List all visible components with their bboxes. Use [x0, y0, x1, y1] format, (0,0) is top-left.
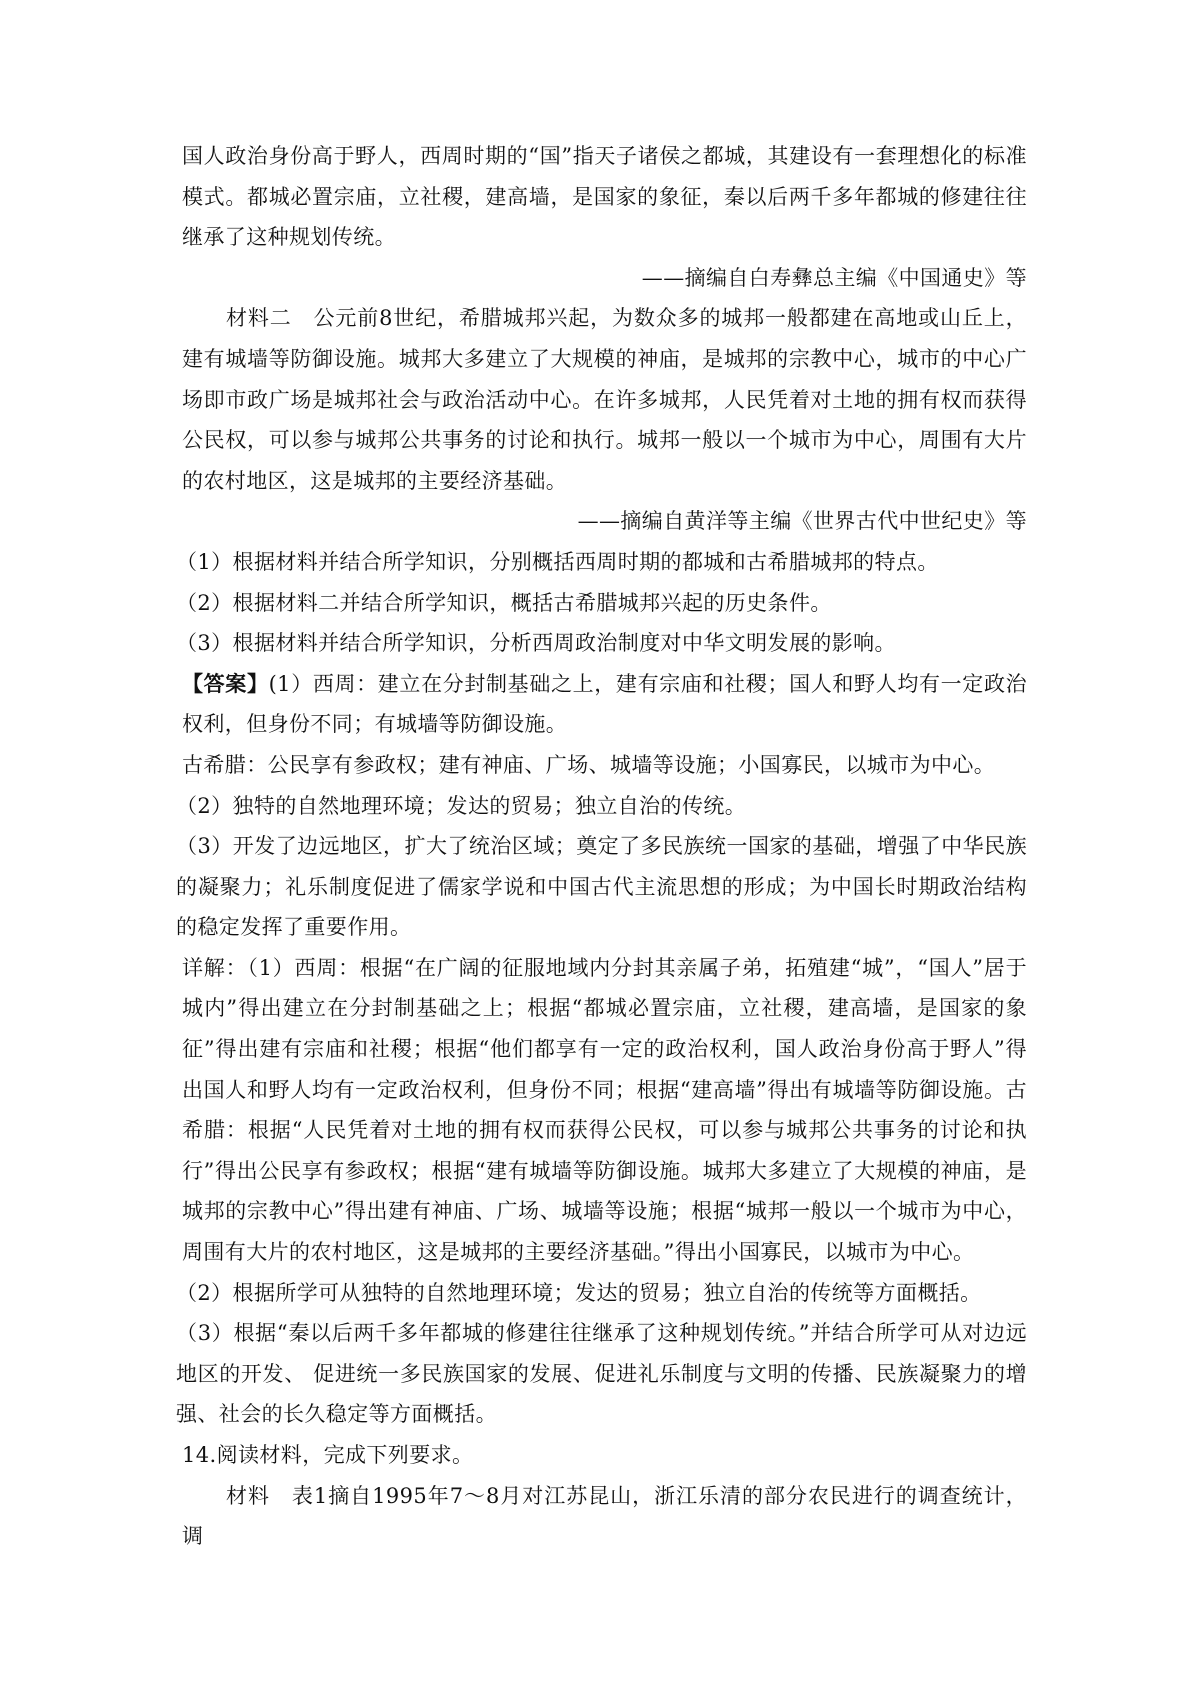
- answer-1-greece: 古希腊：公民享有参政权；建有神庙、广场、城墙等设施；小国寡民，以城市为中心。: [182, 752, 996, 777]
- material2-source: ——摘编自黄洋等主编《世界古代中世纪史》等: [577, 509, 1027, 534]
- material2: 材料二 公元前8世纪，希腊城邦兴起，为数众多的城邦一般都建在高地或山丘上，建有城墙等防御设施。城邦大多建立了大规模的神庙，是城邦的宗教中心，城市的中心广场即市政广场是城邦社会与政治活动中心。在许多城邦，人民凭着对土地的拥有权而获得公民权，可以参与城邦公共事务的讨论和执行。城邦一般以一个城市为中心，周围有大片的农村地区，这是城邦的主要经济基础。: [182, 306, 1027, 493]
- answer-3: （3）开发了边远地区，扩大了统治区域；奠定了多民族统一国家的基础，增强了中华民族的凝聚力；礼乐制度促进了儒家学说和中国古代主流思想的形成；为中国长时期政治结构的稳定发挥了重要作用。: [176, 834, 1027, 940]
- question-2: （2）根据材料二并结合所学知识，概括古希腊城邦兴起的历史条件。: [176, 590, 832, 615]
- document-body: [176, 136, 1027, 1557]
- question-3: （3）根据材料并结合所学知识，分析西周政治制度对中华文明发展的影响。: [176, 631, 896, 656]
- explanation-2: （2）根据所学可从独特的自然地理环境；发达的贸易；独立自治的传统等方面概括。: [176, 1280, 982, 1305]
- answer-1: [182, 664, 1027, 745]
- explanation-1: 详解：（1）西周：根据“在广阔的征服地域内分封其亲属子弟，拓殖建“城”，“国人”居于城内”得出建立在分封制基础之上；根据“都城必置宗庙，立社稷，建高墙，是国家的象征”得出建有宗庙和社稷；根据“他们都享有一定的政治权利，国人政治身份高于野人”得出国人和野人均有一定政治权利，但身份不同；根据“建高墙”得出有城墙等防御设施。古希腊：根据“人民凭着对土地的拥有权而获得公民权，可以参与城邦公共事务的讨论和执行”得出公民享有参政权；根据“建有城墙等防御设施。城邦大多建立了大规模的神庙，是城邦的宗教中心”得出建有神庙、广场、城墙等设施；根据“城邦一般以一个城市为中心，周围有大片的农村地区，这是城邦的主要经济基础。”得出小国寡民，以城市为中心。: [182, 955, 1027, 1265]
- question-14-material: 材料 表1摘自1995年7～8月对江苏昆山，浙江乐清的部分农民进行的调查统计，调: [182, 1483, 1027, 1549]
- answer-label: 【答案】: [182, 670, 269, 696]
- question-1: （1）根据材料并结合所学知识，分别概括西周时期的都城和古希腊城邦的特点。: [176, 549, 939, 574]
- question-14-title: 14.阅读材料，完成下列要求。: [182, 1443, 474, 1467]
- material1-tail: 国人政治身份高于野人，西周时期的“国”指天子诸侯之都城，其建设有一套理想化的标准模式。都城必置宗庙，立社稷，建高墙，是国家的象征，秦以后两千多年都城的修建往往继承了这种规划传统。: [182, 144, 1027, 250]
- answer-2: （2）独特的自然地理环境；发达的贸易；独立自治的传统。: [176, 793, 747, 818]
- material1-source: ——摘编自白寿彝总主编《中国通史》等: [641, 265, 1027, 290]
- answer-1-text: (1）西周：建立在分封制基础之上，建有宗庙和社稷；国人和野人均有一定政治权利，但身份不同；有城墙等防御设施。: [182, 671, 1027, 737]
- explanation-3: （3）根据“秦以后两千多年都城的修建往往继承了这种规划传统。”并结合所学可从对边远地区的开发、 促进统一多民族国家的发展、促进礼乐制度与文明的传播、民族凝聚力的增强、社会的长久稳定等方面概括。: [176, 1321, 1027, 1427]
